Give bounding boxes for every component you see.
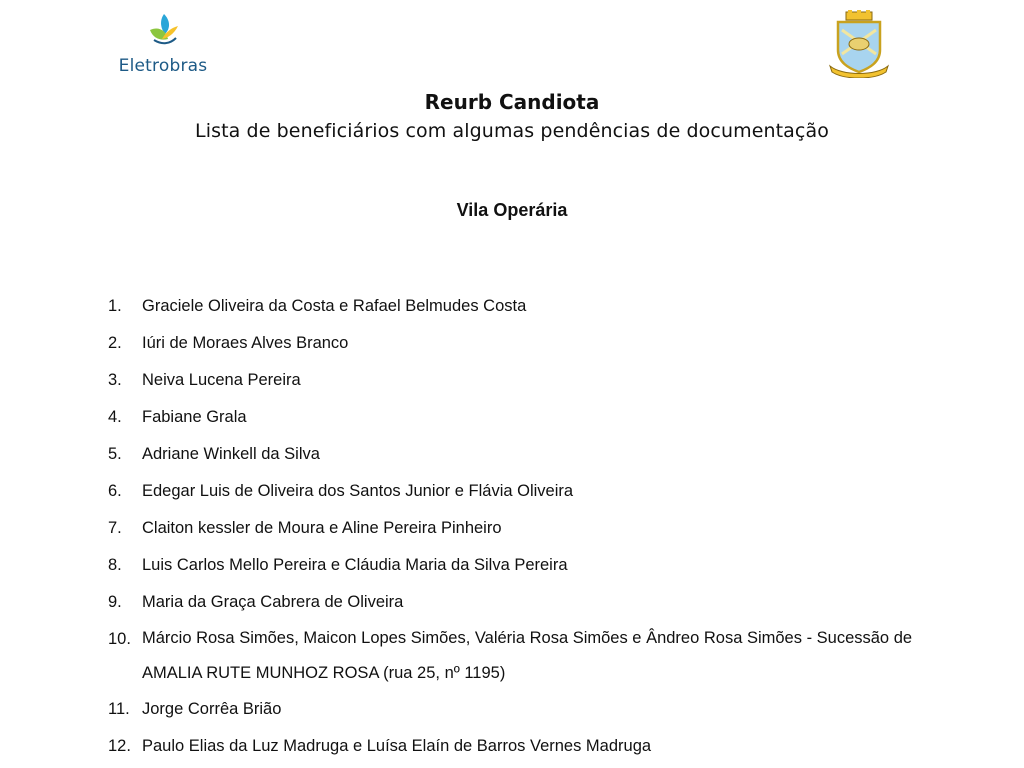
document-subtitle: Lista de beneficiários com algumas pendências de documentação — [195, 120, 829, 142]
beneficiary-name: Edegar Luis de Oliveira dos Santos Junior e Flávia Oliveira — [142, 482, 574, 500]
list-item — [108, 621, 928, 691]
beneficiary-name: Márcio Rosa Simões, Maicon Lopes Simões, Valéria Rosa Simões e Ândreo Rosa Simões - Sucessão de AMALIA RUTE MUNHOZ ROSA (rua 25, nº 1195) — [142, 629, 913, 682]
list-item — [108, 362, 928, 399]
list-number: 4. — [108, 408, 122, 426]
list-item — [108, 288, 928, 325]
beneficiary-name: Fabiane Grala — [142, 408, 247, 426]
eletrobras-logo — [108, 12, 218, 76]
beneficiary-name: Graciele Oliveira da Costa e Rafael Belmudes Costa — [142, 297, 527, 315]
municipal-crest-icon — [828, 10, 890, 78]
list-number: 1. — [108, 297, 122, 315]
beneficiary-name: Neiva Lucena Pereira — [142, 371, 301, 389]
list-item — [108, 728, 928, 765]
list-item — [108, 691, 928, 728]
beneficiary-name: Maria da Graça Cabrera de Oliveira — [142, 593, 404, 611]
list-item — [108, 325, 928, 362]
beneficiary-name: Jorge Corrêa Brião — [142, 700, 282, 718]
beneficiary-name: Iúri de Moraes Alves Branco — [142, 334, 349, 352]
list-number: 6. — [108, 482, 122, 500]
eletrobras-leaf-icon — [144, 12, 184, 48]
list-number: 12. — [108, 737, 131, 755]
list-number: 3. — [108, 371, 122, 389]
brand-name: Eletrobras — [118, 56, 208, 76]
list-number: 2. — [108, 334, 122, 352]
list-number: 5. — [108, 445, 122, 463]
list-item — [108, 584, 928, 621]
list-number: 11. — [108, 700, 130, 718]
beneficiary-name: Luis Carlos Mello Pereira e Cláudia Maria da Silva Pereira — [142, 556, 568, 574]
list-item — [108, 473, 928, 510]
beneficiary-name: Paulo Elias da Luz Madruga e Luísa Elaín de Barros Vernes Madruga — [142, 737, 652, 755]
list-number: 9. — [108, 593, 122, 611]
beneficiary-name: Adriane Winkell da Silva — [142, 445, 320, 463]
list-item — [108, 399, 928, 436]
list-item — [108, 436, 928, 473]
list-item — [108, 547, 928, 584]
list-number: 10. — [108, 630, 131, 648]
section-heading: Vila Operária — [456, 200, 568, 220]
list-number: 7. — [108, 519, 122, 537]
list-item — [108, 510, 928, 547]
beneficiary-list — [108, 288, 928, 765]
beneficiary-name: Claiton kessler de Moura e Aline Pereira Pinheiro — [142, 519, 502, 537]
list-number: 8. — [108, 556, 122, 574]
document-title: Reurb Candiota — [424, 90, 600, 114]
